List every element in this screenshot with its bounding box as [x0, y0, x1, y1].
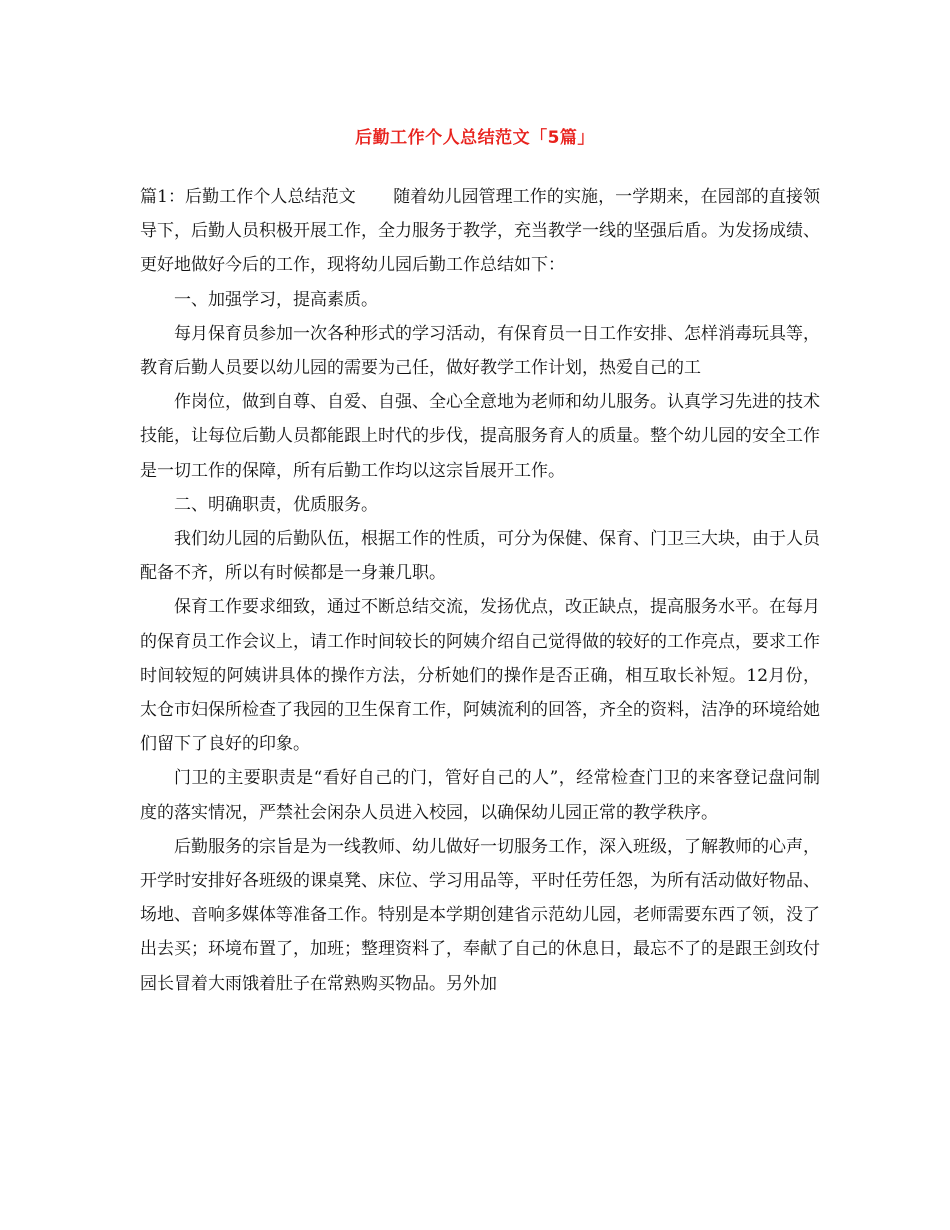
paragraph: 我们幼儿园的后勤队伍，根据工作的性质，可分为保健、保育、门卫三大块，由于人员配备不齐，所以有时候都是一身兼几职。 [140, 529, 820, 584]
paragraph-1 [140, 180, 820, 283]
document-body [140, 180, 820, 1001]
paragraph: 门卫的主要职责是“看好自己的门，管好自己的人”，经常检查门卫的来客登记盘问制度的落实情况，严禁社会闲杂人员进入校园，以确保幼儿园正常的教学秩序。 [140, 768, 820, 823]
paragraph: 每月保育员参加一次各种形式的学习活动，有保育员一日工作安排、怎样消毒玩具等，教育后勤人员要以幼儿园的需要为己任，做好教学工作计划，热爱自己的工 [140, 323, 820, 379]
paragraph-text: 随着幼儿园管理工作的实施，一学期来，在园部的直接领导下，后勤人员积极开展工作，全力服务于教学，充当教学一线的坚强后盾。为发扬成绩、更好地做好今后的工作，现将幼儿园后勤工作总结如下： [140, 187, 820, 276]
paragraph: 作岗位，做到自尊、自爱、自强、全心全意地为老师和幼儿服务。认真学习先进的技术技能，让每位后勤人员都能跟上时代的步伐，提高服务育人的质量。整个幼儿园的安全工作是一切工作的保障，所有后勤工作均以这宗旨展开工作。 [140, 392, 820, 481]
section-heading: 二、明确职责，优质服务。 [174, 494, 378, 515]
section-heading: 一、加强学习，提高素质。 [174, 289, 378, 310]
paragraph: 后勤服务的宗旨是为一线教师、幼儿做好一切服务工作，深入班级，了解教师的心声，开学时安排好各班级的课桌凳、床位、学习用品等，平时任劳任怨，为所有活动做好物品、场地、音响多媒体等准备工作。特别是本学期创建省示范幼儿园，老师需要东西了领，没了出去买；环境布置了，加班；整理资料了，奉献了自己的休息日，最忘不了的是跟王剑玫付园长冒着大雨饿着肚子在常熟购买物品。另外加 [140, 836, 820, 994]
paragraph: 保育工作要求细致，通过不断总结交流，发扬优点，改正缺点，提高服务水平。在每月的保育员工作会议上，请工作时间较长的阿姨介绍自己觉得做的较好的工作亮点，要求工作时间较短的阿姨讲具体的操作方法，分析她们的操作是否正确，相互取长补短。12月份，太仓市妇保所检查了我园的卫生保育工作，阿姨流利的回答，齐全的资料，洁净的环境给她们留下了良好的印象。 [140, 597, 820, 755]
section-label: 篇1：后勤工作个人总结范文 [140, 187, 356, 207]
document-title: 后勤工作个人总结范文「5篇」 [355, 128, 595, 148]
